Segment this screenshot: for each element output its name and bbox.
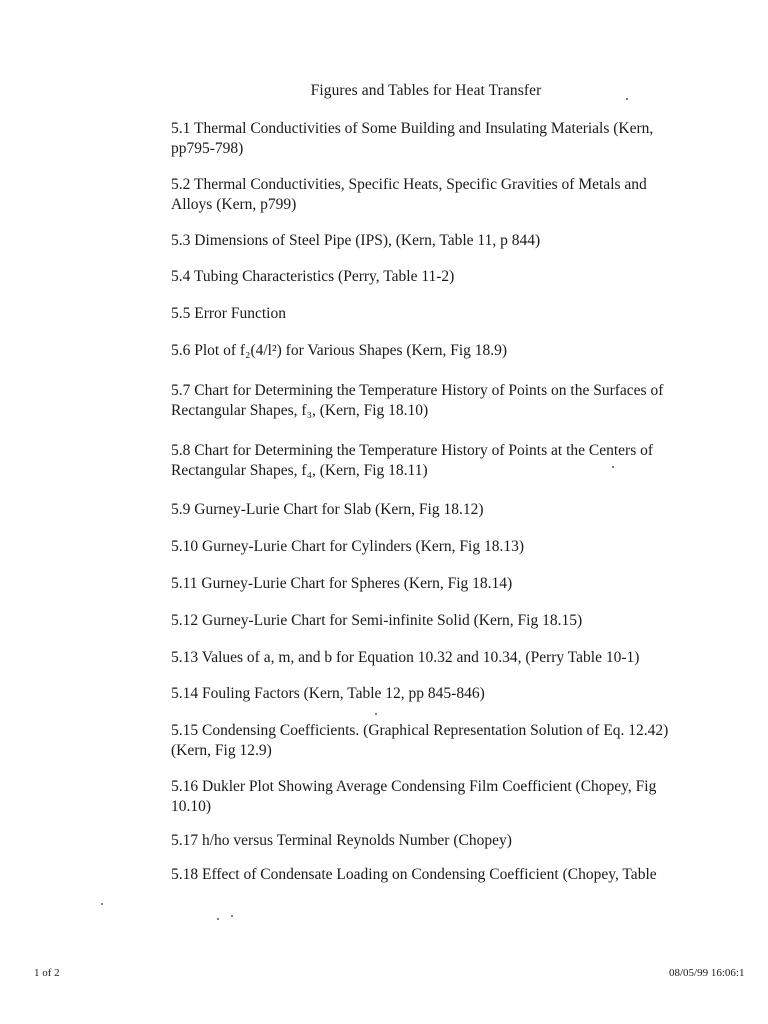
scan-speck <box>217 918 219 920</box>
item-line: 5.13 Values of a, m, and b for Equation 10.32 and 10.34, (Perry Table 10-1) <box>171 649 640 666</box>
list-item <box>171 441 671 480</box>
fax-timestamp: 08/05/99 16:06:1 <box>669 967 745 979</box>
item-line: 5.18 Effect of Condensate Loading on Condensing Coefficient (Chopey, Table <box>171 866 657 883</box>
item-line: 5.3 Dimensions of Steel Pipe (IPS), (Kern, Table 11, p 844) <box>171 232 541 249</box>
list-item <box>171 267 671 287</box>
list-item <box>171 381 671 420</box>
list-item <box>171 304 671 324</box>
item-line: (Kern, Fig 12.9) <box>171 741 272 759</box>
list-item <box>171 537 671 557</box>
page-number: 1 of 2 <box>34 967 60 979</box>
item-line: 5.15 Condensing Coefficients. (Graphical Representation Solution of Eq. 12.42) <box>171 722 669 739</box>
item-line: 5.11 Gurney-Lurie Chart for Spheres (Kern, Fig 18.14) <box>171 575 513 592</box>
list-item <box>171 721 671 760</box>
list-item <box>171 684 671 704</box>
item-line: 5.1 Thermal Conductivities of Some Building and Insulating Materials (Kern, <box>171 120 654 137</box>
item-line: 5.2 Thermal Conductivities, Specific Heats, Specific Gravities of Metals and <box>171 176 647 193</box>
list-item <box>171 648 671 668</box>
list-item <box>171 341 671 361</box>
scan-speck <box>101 903 103 905</box>
item-line: 5.17 h/ho versus Terminal Reynolds Number (Chopey) <box>171 832 512 849</box>
scan-speck <box>231 915 233 917</box>
list-item <box>171 865 671 885</box>
item-line: 5.7 Chart for Determining the Temperature History of Points on the Surfaces of <box>171 382 664 399</box>
item-line: 5.16 Dukler Plot Showing Average Condensing Film Coefficient (Chopey, Fig <box>171 778 657 795</box>
list-item <box>171 574 671 594</box>
item-line: Alloys (Kern, p799) <box>171 195 297 213</box>
list-item <box>171 777 671 816</box>
scan-speck <box>612 466 614 468</box>
scan-speck <box>375 713 377 715</box>
list-item <box>171 231 671 251</box>
list-item <box>171 500 671 520</box>
item-line: 10.10) <box>171 797 212 815</box>
item-line: 5.6 Plot of f₂(4/l²) for Various Shapes (Kern, Fig 18.9) <box>171 342 508 359</box>
list-item <box>171 611 671 631</box>
list-item <box>171 831 671 851</box>
item-line: 5.14 Fouling Factors (Kern, Table 12, pp 845-846) <box>171 685 485 702</box>
item-line: 5.9 Gurney-Lurie Chart for Slab (Kern, Fig 18.12) <box>171 501 484 518</box>
item-line: Rectangular Shapes, f₄, (Kern, Fig 18.11) <box>171 461 428 479</box>
item-line: 5.4 Tubing Characteristics (Perry, Table 11-2) <box>171 268 455 285</box>
item-line: 5.12 Gurney-Lurie Chart for Semi-infinite Solid (Kern, Fig 18.15) <box>171 612 583 629</box>
item-line: pp795-798) <box>171 139 244 157</box>
item-line: 5.5 Error Function <box>171 305 286 322</box>
item-line: 5.10 Gurney-Lurie Chart for Cylinders (Kern, Fig 18.13) <box>171 538 524 555</box>
item-line: Rectangular Shapes, f₃, (Kern, Fig 18.10) <box>171 401 429 419</box>
list-item <box>171 119 671 158</box>
item-line: 5.8 Chart for Determining the Temperature History of Points at the Centers of <box>171 442 654 459</box>
page-title: Figures and Tables for Heat Transfer <box>310 82 542 99</box>
list-item <box>171 175 671 214</box>
scan-speck <box>626 98 628 100</box>
